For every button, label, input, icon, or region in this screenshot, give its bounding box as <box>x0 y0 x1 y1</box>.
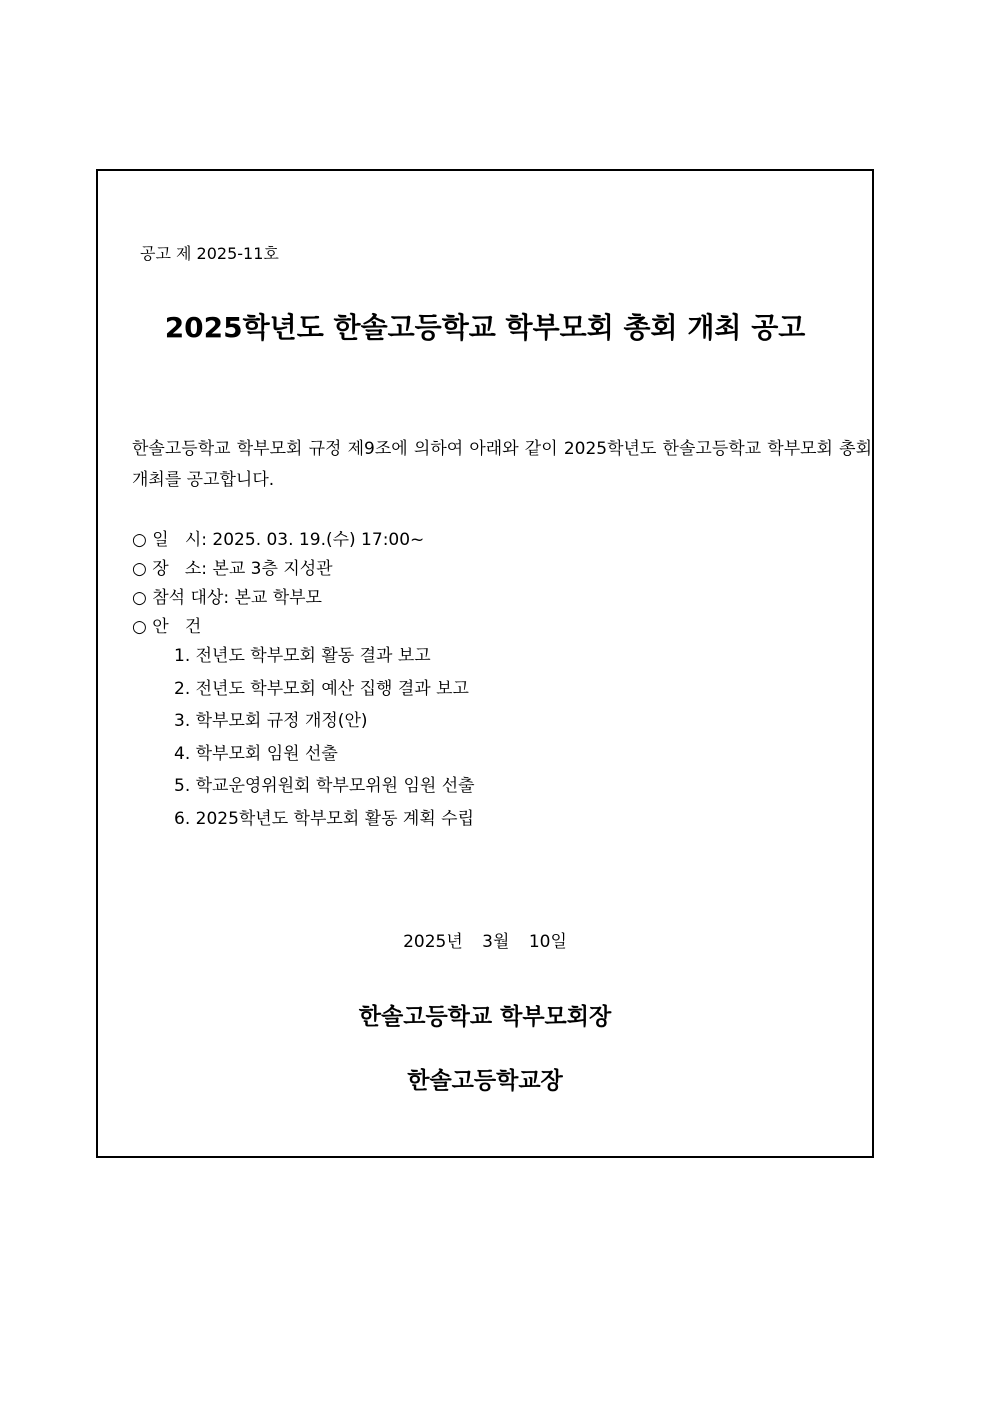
intro-paragraph: 한솔고등학교 학부모회 규정 제9조에 의하여 아래와 같이 2025학년도 한솔고등학교 학부모회 총회 개최를 공고합니다. <box>132 439 872 490</box>
notice-number: 공고 제 2025-11호 <box>140 244 279 263</box>
signer-principal: 한솔고등학교장 <box>407 1068 563 1094</box>
document-title: 2025학년도 한솔고등학교 학부모회 총회 개최 공고 <box>164 311 806 344</box>
detail-attendees: ○ 참석 대상: 본교 학부모 <box>132 588 322 608</box>
signer-parent-president: 한솔고등학교 학부모회장 <box>358 1004 612 1030</box>
agenda-item: 4. 학부모회 임원 선출 <box>174 743 338 764</box>
agenda-list <box>174 640 475 836</box>
agenda-item: 1. 전년도 학부모회 활동 결과 보고 <box>174 646 431 666</box>
agenda-item: 2. 전년도 학부모회 예산 집행 결과 보고 <box>174 678 469 699</box>
agenda-item: 5. 학교운영위원회 학부모위원 임원 선출 <box>174 776 475 797</box>
detail-agenda-heading: ○ 안 건 <box>132 617 202 637</box>
detail-datetime: ○ 일 시: 2025. 03. 19.(수) 17:00~ <box>132 530 425 550</box>
agenda-item: 6. 2025학년도 학부모회 활동 계획 수립 <box>174 808 474 829</box>
issue-date: 2025년 3월 10일 <box>403 932 567 952</box>
notice-frame <box>96 169 874 1158</box>
agenda-item: 3. 학부모회 규정 개정(안) <box>174 711 368 732</box>
detail-location: ○ 장 소: 본교 3층 지성관 <box>132 559 333 579</box>
meeting-details <box>132 526 424 642</box>
